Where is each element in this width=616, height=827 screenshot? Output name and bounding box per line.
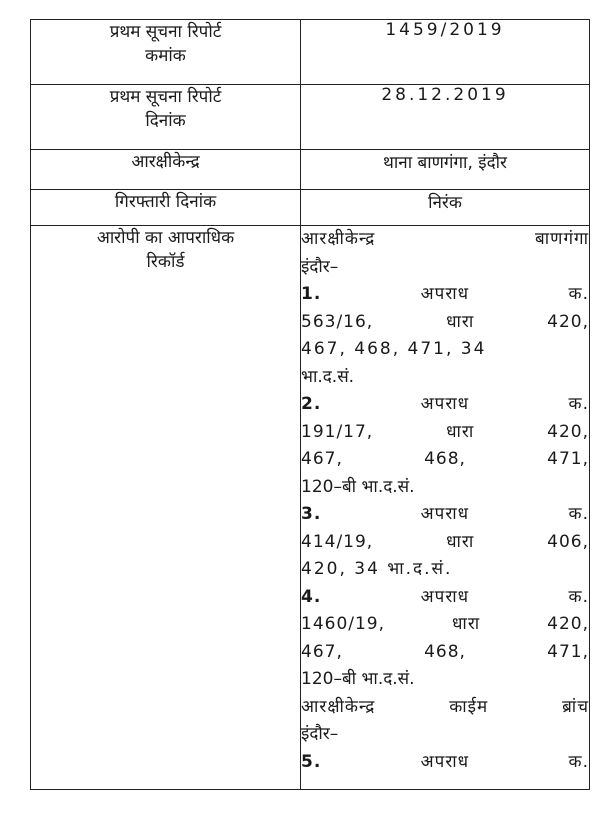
case-heading bbox=[301, 281, 589, 309]
case-word: अपराध bbox=[420, 751, 470, 772]
table-row bbox=[31, 190, 590, 226]
case-line bbox=[301, 419, 589, 447]
section-no: 468, bbox=[424, 641, 466, 662]
fir-number-value: 1459/2019 bbox=[301, 20, 590, 85]
section-no: 467, bbox=[301, 641, 343, 662]
label-line: प्रथम सूचना रिपोर्ट bbox=[109, 87, 222, 107]
case-no: 414/19, bbox=[301, 531, 374, 552]
case-word: अपराध bbox=[420, 394, 470, 414]
section-no: 406, bbox=[547, 531, 589, 552]
section-word: धारा bbox=[451, 614, 481, 634]
section-no: 420, bbox=[547, 311, 589, 332]
case-abbr: क. bbox=[568, 751, 589, 772]
fir-table bbox=[30, 19, 590, 790]
case-number: 1. bbox=[301, 284, 322, 304]
case-heading bbox=[301, 501, 589, 529]
arrest-date-value: निरंक bbox=[301, 190, 590, 226]
criminal-record-value bbox=[301, 226, 590, 790]
table-row bbox=[31, 85, 590, 150]
section-word: धारा bbox=[446, 311, 475, 332]
section-no: 420, bbox=[547, 421, 589, 442]
station-name: आरक्षीकेन्द्र bbox=[301, 229, 376, 249]
city-line: इंदौर– bbox=[301, 256, 339, 277]
section-word: धारा bbox=[446, 531, 475, 552]
table-row bbox=[31, 226, 590, 790]
case-line bbox=[301, 611, 589, 639]
label-line: दिनांक bbox=[145, 111, 186, 131]
station-line bbox=[301, 694, 589, 722]
case-line bbox=[301, 309, 589, 337]
case-line: 120–बी भा.द.सं. bbox=[301, 476, 415, 497]
station-name: आरक्षीकेन्द्र bbox=[301, 696, 376, 717]
case-number: 3. bbox=[301, 504, 322, 524]
case-no: 191/17, bbox=[301, 421, 374, 442]
section-no: 467, bbox=[301, 449, 343, 469]
case-heading bbox=[301, 584, 589, 612]
case-line bbox=[301, 529, 589, 557]
case-line: 467, 468, 471, 34 bbox=[301, 339, 487, 359]
section-word: धारा bbox=[446, 421, 475, 442]
case-heading bbox=[301, 749, 589, 777]
police-station-value: थाना बाणगंगा, इंदौर bbox=[301, 150, 590, 190]
police-station-label: आरक्षीकेन्द्र bbox=[31, 150, 301, 190]
fir-date-value: 28.12.2019 bbox=[301, 85, 590, 150]
criminal-record-label bbox=[31, 226, 301, 790]
station-name: काईम bbox=[449, 696, 489, 717]
case-line bbox=[301, 639, 589, 667]
station-name: बाणगंगा bbox=[535, 229, 589, 249]
station-line bbox=[301, 226, 589, 254]
case-number: 2. bbox=[301, 394, 322, 414]
case-word: अपराध bbox=[420, 504, 470, 524]
section-no: 471, bbox=[547, 449, 589, 469]
case-heading bbox=[301, 391, 589, 419]
label-line: रिकॉर्ड bbox=[146, 252, 185, 272]
case-line: 120–बी भा.द.सं. bbox=[301, 669, 415, 689]
section-no: 471, bbox=[547, 641, 589, 662]
case-no: 1460/19, bbox=[301, 614, 386, 634]
case-abbr: क. bbox=[568, 504, 589, 524]
label-line: आरोपी का आपराधिक bbox=[96, 228, 235, 248]
label-line: प्रथम सूचना रिपोर्ट bbox=[109, 22, 222, 42]
fir-number-label bbox=[31, 20, 301, 85]
case-line: 420, 34 भा.द.सं. bbox=[301, 559, 453, 579]
case-word: अपराध bbox=[420, 586, 470, 607]
case-line: भा.द.सं. bbox=[301, 366, 355, 387]
case-number: 5. bbox=[301, 751, 322, 772]
city-line: इंदौर– bbox=[301, 724, 339, 744]
section-no: 468, bbox=[424, 449, 466, 469]
label-line: कमांक bbox=[145, 46, 186, 66]
station-name: ब्रांच bbox=[562, 696, 589, 717]
case-abbr: क. bbox=[568, 586, 589, 607]
fir-date-label bbox=[31, 85, 301, 150]
arrest-date-label: गिरफ्तारी दिनांक bbox=[31, 190, 301, 226]
case-line bbox=[301, 446, 589, 474]
table-row bbox=[31, 20, 590, 85]
section-no: 420, bbox=[547, 614, 589, 634]
case-word: अपराध bbox=[420, 284, 470, 304]
table-row bbox=[31, 150, 590, 190]
case-no: 563/16, bbox=[301, 311, 374, 332]
case-abbr: क. bbox=[568, 284, 589, 304]
case-number: 4. bbox=[301, 586, 322, 607]
case-abbr: क. bbox=[568, 394, 589, 414]
